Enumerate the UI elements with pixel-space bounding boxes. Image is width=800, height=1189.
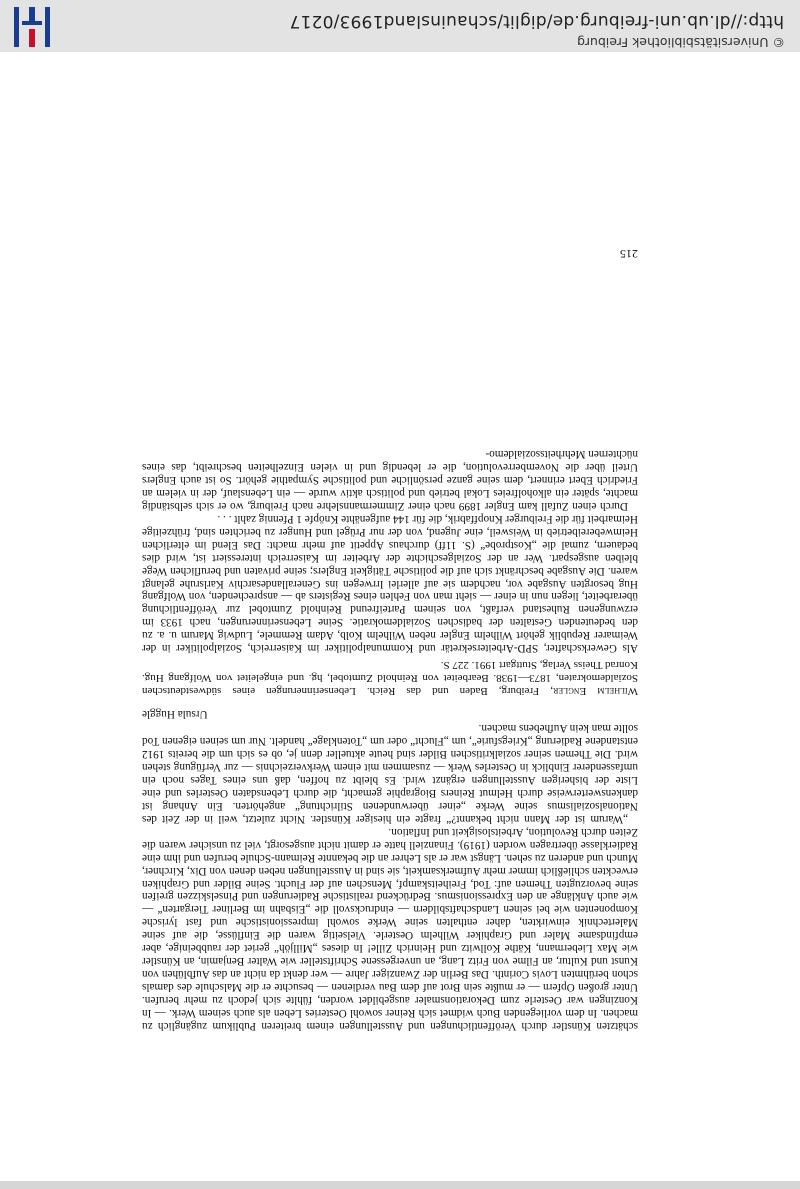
review-paragraph-2: „Warum ist der Mann nicht bekannt?“ fragte ein hiesiger Künstler. Nicht zuletzt, weil in der Zeit des Nationalsozialismus seine Werke „einer überwundenen Stilrichtung“ angehörten. Ein Anhang ist dankenswerterweise durch Helmut Reiners Biographie gemacht, die durch Lebensdaten Oesterles und eine Liste der bisherigen Ausstellungen ergänzt wird. Es bleibt zu hoffen, daß uns eines Tages noch ein umfassenderer Einblick in Oesterles Werk — zusammen mit einem Werkverzeichnis — zur Verfügung stehen wird. Die Themen seiner sozialkritischen Bilder sind heute aktueller denn je, ob es sich um die bereits 1912 entstandene Radierung „Kriegsfurie“, um „Flucht“ oder um „Totenklage“ handelt. Nur um seinen eigenen Tod sollte man kein Aufhebens machen. — [142, 722, 638, 825]
review2-paragraph-1: Als Gewerkschafter, SPD-Arbeitersekretär und Kommunalpolitiker im Kaiserreich, Sozialpolitiker in der Weimarer Republik gehört Wilhelm Engler neben Wilhelm Kolb, Adam Remmele, Ludwig Marum u. a. zu den bedeutenden Gestalten der badischen Sozialdemokratie. Seine Lebenserinnerungen, nach 1933 im erzwungenen Ruhestand verfaßt, von seinem Parteifreund Reinhold Zumtobel zur Veröffentlichung überarbeitet, liegen nun in einer — sieht man von Fehlen eines Registers ab — ansprechenden, von Wolfgang Hug besorgten Ausgabe vor, nachdem sie auf allerlei Irrwegen ins Generallandesarchiv Karlsruhe gelangt waren. Die Ausgabe beschränkt sich auf die politische Tätigkeit Englers; seine privaten und beruflichen Wege bleiben ausgespart. Wer an der Sozialgeschichte der Arbeiter im Kaiserreich interessiert ist, wird dies bedauern, zumal die „Kostprobe“ (S. 11ff) durchaus Appetit auf mehr macht: Das Elend im elterlichen Heimwebereibetrieb in Weisweil, eine Jugend, von der nur Prügel und Hunger zu berichten sind, frühzeitige Heimarbeit für die Freiburger Knopffabrik, die für 144 aufgenähte Knöpfe 1 Pfennig zahlt . . . — [142, 512, 638, 655]
review2-bibliography — [142, 658, 638, 697]
page-number: 215 — [620, 247, 638, 261]
page-body — [142, 447, 638, 1032]
review2-author: Wilhelm Engler — [552, 685, 638, 698]
signature-line — [142, 707, 638, 720]
top-strip — [0, 1181, 800, 1189]
review2-biblio-text: , Freiburg, Baden und das Reich. Lebenserinnerungen eines südwestdeutschen Sozialdemokraten, 1873—1938. Bearbeitet von Reinhold Zumtobel, hg. und eingeleitet von Wolfgang Hug. Konrad Theiss Verlag, Stuttgart 1991. 227 S. — [141, 659, 638, 698]
permalink-url[interactable]: http://dl.ub.uni-freiburg.de/diglit/schauinsland1993/0217 — [289, 11, 784, 31]
viewer-footer — [0, 0, 800, 52]
copyright-text: © Universitätsbibliothek Freiburg — [577, 35, 785, 50]
review-signature: Ursula Huggle — [142, 708, 208, 721]
ub-freiburg-logo-icon — [12, 5, 52, 49]
review-paragraph-1: schätzten Künstler durch Veröffentlichungen und Ausstellungen einem breiteren Publikum zugänglich zu machen. In dem vorliegenden Buch widmet sich Reiner sowohl Oesteries Leben als auch seinem Werk. — In Konzingen war Oesterle zum Dekorationsmaler ausgebildet worden, fühlte sich jedoch zu mehr berufen. Unter großen Opfern — er mußte sein Brot auf dem Bau verdienen — besuchte er die Malschule des damals schon berühmten Lovis Corinth. Das Berlin der Zwanziger Jahre — wer denkt da nicht an das Aufblühen von Kunst und Kultur, an Filme von Fritz Lang, an unvergessene Schriftsteller wie Walter Benjamin, an Künstler wie Max Liebermann, Käthe Kollwitz und Heinrich Zille! In dieses „Milljöh“ geriet der raubbeinige, aber empfindsame Maler und Graphiker Wilhelm Oesterle. Vielseitig waren die Einflüsse, die auf seine Malertechnik einwirkten, daher enthalten seine Werke sowohl impressionistische und fast lyrische Komponenten wie bei seinen Landschaftsbildern — eindrucksvoll die „Eisbahn im Berliner Tiergarten“ — wie auch Anklänge an den Expressionismus. Bedrückend realistische Radierungen und Pinselskizzen greifen seine bevorzugten Themen auf: Tod, Freiheitskampf, Menschen auf der Flucht. Seine Bilder und Graphiken erweckten schließlich immer mehr Aufmerksamkeit, sie sind in Ausstellungen neben denen von Dix, Kirchner, Munch und anderen zu sehen. Längst war er als Lehrer an die bekannte Reimann-Schule berufen und ihm eine Radierklasse übertragen worden (1919). Finanziell hatte er damit nicht ausgesorgt, viel zu unsicher waren die Zeiten durch Revolution, Arbeitslosigkeit und Inflation. — [142, 825, 638, 1032]
review2-paragraph-2: Durch einen Zufall kam Engler 1899 nach einer Zimmermannslehre nach Freiburg, wo er sich selbständig machte, später ein alkoholfreies Lokal betrieb und politisch aktiv wurde — ein Lebenslauf, der in vielem an Friedrich Ebert erinnert, dem seine ganze persönliche und politische Sympathie gehört. So ist auch Englers Urteil über die Novemberrevolution, die er lebendig und in vielen Einzelheiten beschreibt, das eines nüchternen Mehrheitssozialdemo- — [142, 448, 638, 512]
